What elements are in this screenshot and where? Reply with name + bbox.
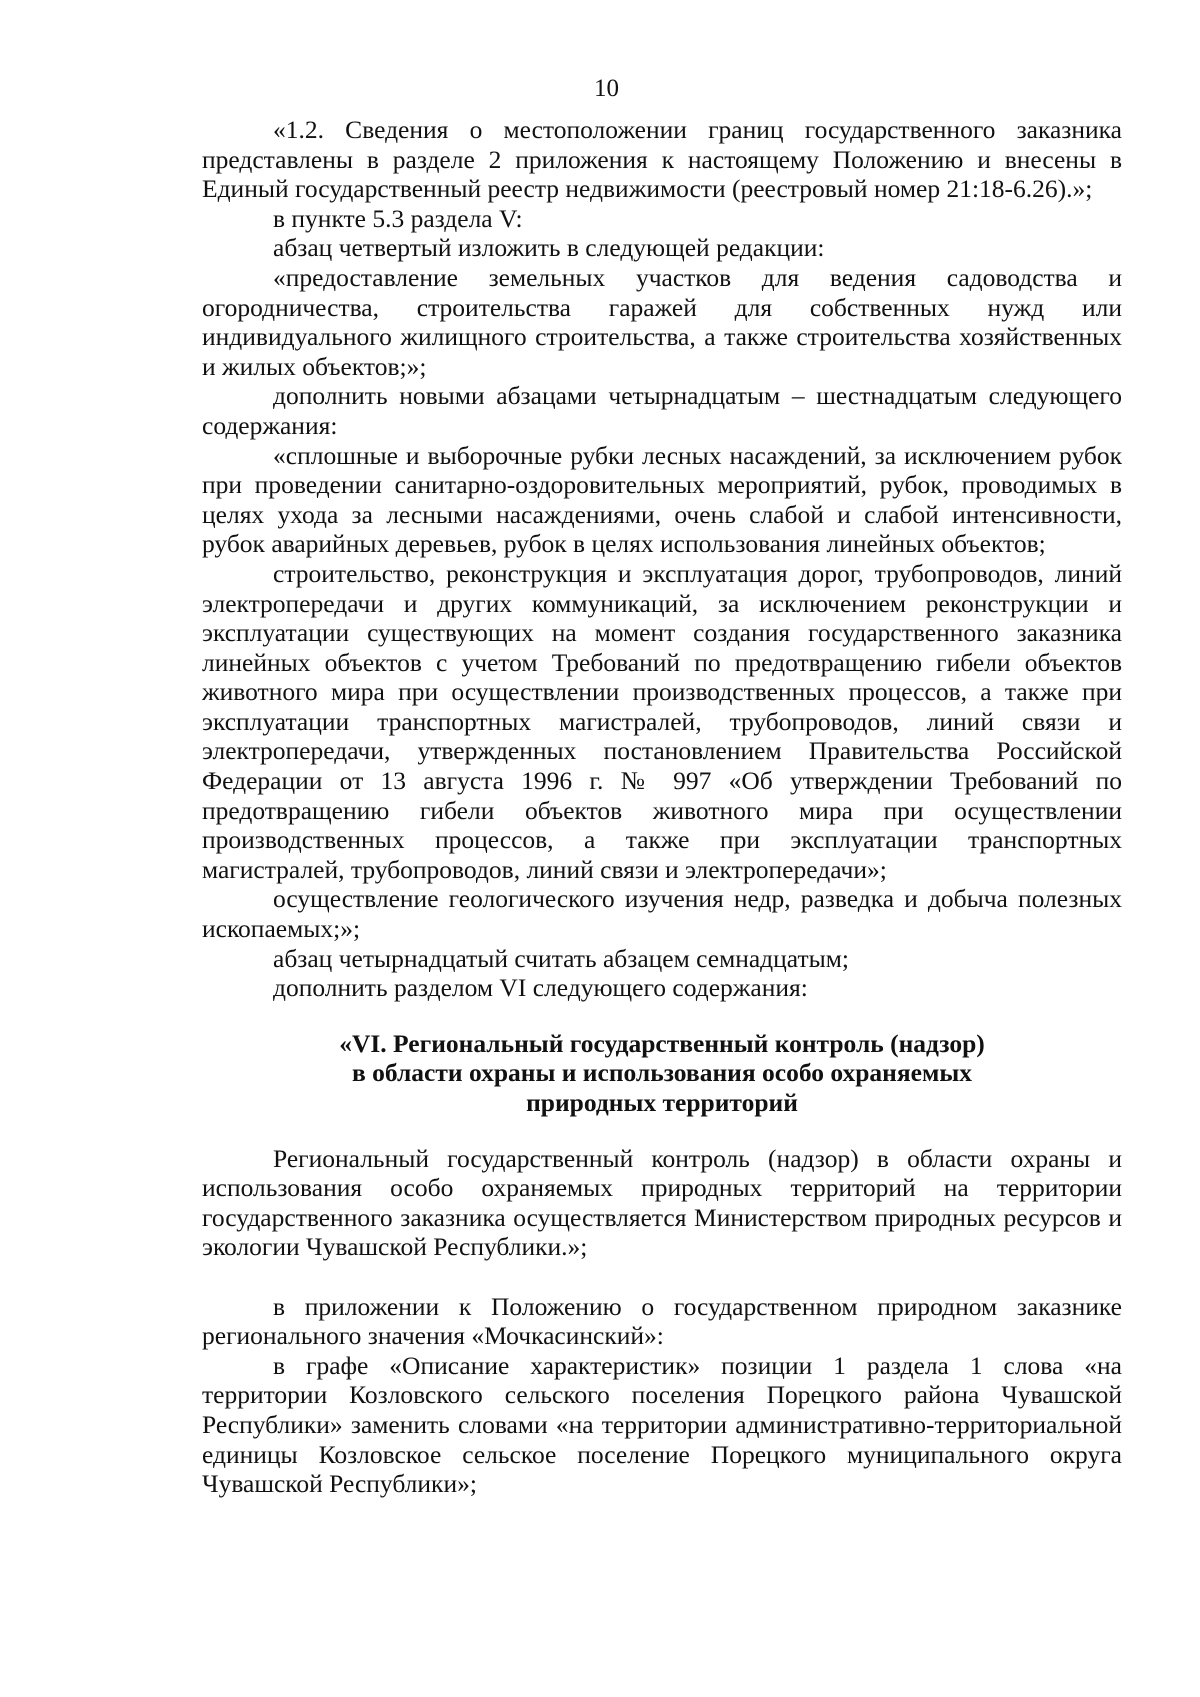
paragraph-fourth-abzac: абзац четвертый изложить в следующей редакции: (273, 233, 825, 263)
section-heading-line-3: природных территорий (526, 1088, 798, 1117)
paragraph-1-2-boundaries: «1.2. Сведения о местоположении границ государственного заказника представлены в разделе 2 приложения к настоящему Положению и внесены в Единый государственный реестр недвижимости (реестровый номер 21:18-6.26).»; (202, 115, 1122, 204)
paragraph-clause-5-3: в пункте 5.3 раздела V: (273, 203, 523, 233)
page-number: 10 (594, 75, 619, 102)
section-vi-heading (202, 1029, 1122, 1118)
paragraph-gap (202, 1262, 1122, 1292)
section-heading-line-1: «VI. Региональный государственный контроль (надзор) (339, 1028, 985, 1058)
paragraph-construction: строительство, реконструкция и эксплуатация дорог, трубопроводов, линий электропередачи и других коммуникаций, за исключением реконструкции и эксплуатации существующих на момент создания государственного заказника линейных объектов с учетом Требований по предотвращению гибели объектов животного мира при осуществлении производственных процессов, а также при эксплуатации транспортных магистралей, трубопроводов, линий связи и электропередачи, утвержденных постановлением Правительства Российской Федерации от 13 августа 1996 г. № 997 «Об утверждении Требований по предотвращению гибели объектов животного мира при осуществлении производственных процессов, а также при эксплуатации транспортных магистралей, трубопроводов, линий связи и электропередачи»; (202, 558, 1122, 884)
paragraph-add-new-abzacs: дополнить новыми абзацами четырнадцатым – шестнадцатым следующего содержания: (202, 381, 1122, 440)
paragraph-regional-control: Региональный государственный контроль (надзор) в области охраны и использования особо охраняемых природных территорий на территории государственного заказника осуществляется Министерством природных ресурсов и экологии Чувашской Республики.»; (202, 1143, 1122, 1262)
paragraph-geology: осуществление геологического изучения недр, разведка и добыча полезных ископаемых;»; (202, 884, 1122, 944)
paragraph-renumber: абзац четырнадцатый считать абзацем семнадцатым; (273, 943, 849, 973)
section-heading-line-2: в области охраны и использования особо охраняемых (351, 1058, 972, 1088)
paragraph-description-replace: в графе «Описание характеристик» позиции 1 раздела 1 слова «на территории Козловского сельского поселения Порецкого района Чувашской Республики» заменить словами «на территории административно-территориальной единицы Козловское сельское поселение Порецкого муниципального округа Чувашской Республики»; (202, 1350, 1122, 1499)
paragraph-appendix: в приложении к Положению о государственном природном заказнике регионального значения «Мочкасинский»: (202, 1291, 1122, 1351)
paragraph-logging: «сплошные и выборочные рубки лесных насаждений, за исключением рубок при проведении санитарно-оздоровительных мероприятий, рубок, проводимых в целях ухода за лесными насаждениями, очень слабой и слабой интенсивности, рубок аварийных деревьев, рубок в целях использования линейных объектов; (202, 440, 1122, 559)
document-body (202, 115, 1122, 1499)
paragraph-add-section-vi: дополнить разделом VI следующего содержания: (273, 973, 808, 1003)
paragraph-land-plots: «предоставление земельных участков для ведения садоводства и огородничества, строительства гаражей для собственных нужд или индивидуального жилищного строительства, а также строительства хозяйственных и жилых объектов;»; (202, 262, 1122, 381)
